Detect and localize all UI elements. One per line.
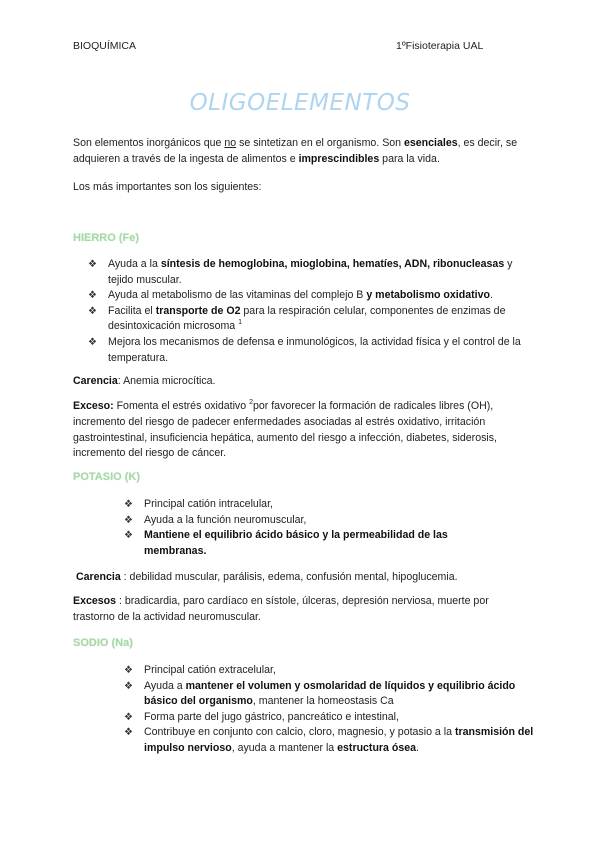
intro-text: se sintetizan en el organismo. Son xyxy=(236,137,404,149)
potasio-carencia: Carencia : debilidad muscular, parálisis, edema, confusión mental, hipoglucemia. xyxy=(75,571,458,583)
section-heading-potasio: POTASIO (K) xyxy=(73,471,141,483)
list-item: ❖ Principal catión extracelular, xyxy=(144,663,534,679)
page-title: OLIGOELEMENTOS xyxy=(189,90,411,116)
footnote-ref[interactable]: 1 xyxy=(238,319,243,327)
footnote-ref[interactable]: 2 xyxy=(249,399,253,406)
header-subject: BIOQUÍMICA xyxy=(73,40,137,52)
hierro-list xyxy=(88,257,526,366)
list-item: ❖ Principal catión intracelular, xyxy=(144,497,494,513)
diamond-bullet-icon: ❖ xyxy=(124,680,133,692)
diamond-bullet-icon: ❖ xyxy=(124,665,133,676)
intro-text: para la vida. xyxy=(379,152,440,165)
intro-imprescindibles: imprescindibles xyxy=(298,152,380,165)
diamond-bullet-icon: ❖ xyxy=(88,336,97,348)
intro-paragraph xyxy=(73,136,528,168)
diamond-bullet-icon: ❖ xyxy=(88,259,97,270)
list-item: ❖ Contribuye en conjunto con calcio, cloro, magnesio, y potasio a la transmisión del impulso nervioso, ayuda a mantener la estructura ósea. xyxy=(124,726,534,754)
diamond-bullet-icon: ❖ xyxy=(124,530,133,542)
list-item: ❖ Ayuda a mantener el volumen y osmolaridad de líquidos y equilibrio ácido básico del organismo, mantener la homeostasis Ca xyxy=(124,679,516,708)
diamond-bullet-icon: ❖ xyxy=(124,711,133,723)
sodio-list xyxy=(124,663,534,757)
hierro-exceso: Exceso: Fomenta el estrés oxidativo $^2$por favorecer la formación de radicales libres (OH), incremento del riesgo de padecer enfermedades asociadas al estrés oxidativo, irritación gastrointestinal, insuficiencia hepática, aumento del riesgo a infección, diabetes, siderosis, incremento del riesgo de cáncer. xyxy=(73,399,497,460)
diamond-bullet-icon: ❖ xyxy=(124,514,133,526)
list-item: ❖ Ayuda al metabolismo de las vitaminas del complejo B y metabolismo oxidativo. xyxy=(108,288,526,304)
diamond-bullet-icon: ❖ xyxy=(88,290,97,302)
list-item: ❖ Mejora los mecanismos de defensa e inmunológicos, la actividad física y el control de la temperatura. xyxy=(88,335,521,364)
section-heading-hierro: HIERRO (Fe) xyxy=(73,232,139,244)
diamond-bullet-icon: ❖ xyxy=(88,305,97,317)
list-item: ❖ Forma parte del jugo gástrico, pancreático e intestinal, xyxy=(144,710,534,726)
potasio-excesos: Excesos : bradicardia, paro cardíaco en sístole, úlceras, depresión nerviosa, muerte por trastorno de la actividad neuromuscular. xyxy=(73,595,489,623)
intro-no: no xyxy=(224,137,237,149)
section-heading-sodio: SODIO (Na) xyxy=(73,637,133,649)
intro-text: Son elementos inorgánicos que xyxy=(73,137,225,149)
diamond-bullet-icon: ❖ xyxy=(124,499,133,510)
list-item: ❖ Ayuda a la síntesis de hemoglobina, mioglobina, hematíes, ADN, ribonucleasas y tejido muscular. xyxy=(88,258,513,286)
intro-esenciales: esenciales xyxy=(404,137,458,149)
header-course: 1ºFisioterapia UAL xyxy=(396,40,484,52)
intro-text: , es decir, se adquieren a través de la ingesta de alimentos e xyxy=(73,137,518,165)
list-item: ❖ Facilita el transporte de O2 para la respiración celular, componentes de enzimas de desintoxicación microsoma $^1$ xyxy=(88,304,506,333)
diamond-bullet-icon: ❖ xyxy=(124,727,133,739)
potasio-list xyxy=(124,497,494,559)
list-item: ❖ Ayuda a la función neuromuscular, xyxy=(144,513,494,529)
list-item: ❖ Mantiene el equilibrio ácido básico y la permeabilidad de las membranas. xyxy=(124,529,448,557)
hierro-carencia: Carencia: Anemia microcítica. xyxy=(73,375,216,387)
intro-2: Los más importantes son los siguientes: xyxy=(73,181,262,193)
